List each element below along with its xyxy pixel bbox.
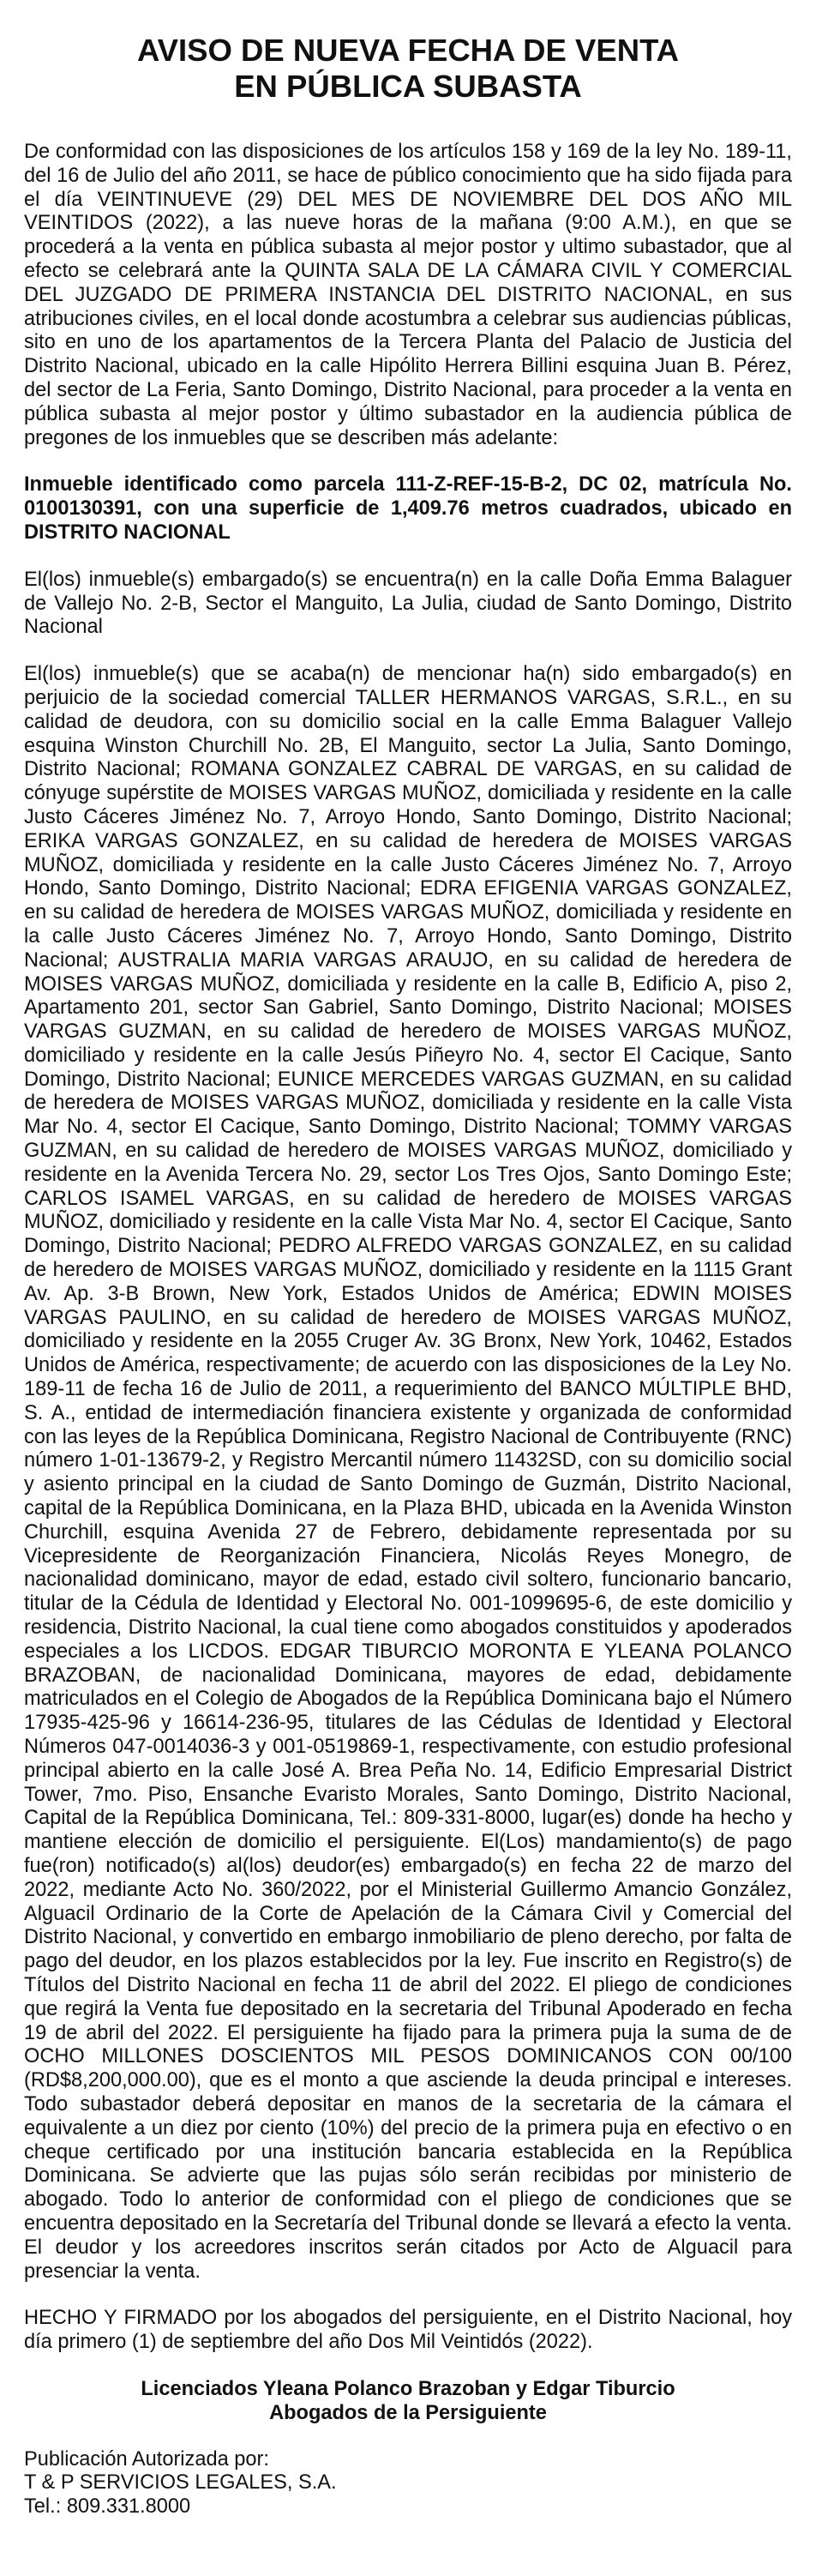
publication-phone: Tel.: 809.331.8000 xyxy=(24,2495,191,2519)
publication-company: T & P SERVICIOS LEGALES, S.A. xyxy=(24,2471,337,2495)
property-heading: Inmueble identificado como parcela 111-Z-REF-15-B-2, DC 02, matrícula No. 0100130391, con una superficie de 1,409.76 metros cuadrados, ubicado en DISTRITO NACIONAL xyxy=(24,473,792,544)
signed-paragraph: HECHO Y FIRMADO por los abogados del persiguiente, en el Distrito Nacional, hoy día primero (1) de septiembre del año Dos Mil Veintidós (2022). xyxy=(24,2307,792,2354)
notice-title-line1: AVISO DE NUEVA FECHA DE VENTA xyxy=(136,33,680,68)
signature-names: Licenciados Yleana Polanco Brazoban y Edgar Tiburcio xyxy=(141,2377,675,2400)
signature-block xyxy=(24,2378,792,2426)
seizure-details-paragraph: El(los) inmueble(s) que se acaba(n) de mencionar ha(n) sido embargado(s) en perjuicio de la sociedad comercial TALLER HERMANOS VARGAS, S.R.L., en su calidad de deudora, con su domicilio social en la calle Emma Balaguer Vallejo esquina Winston Churchill No. 2B, El Manguito, sector La Julia, Santo Domingo, Distrito Nacional; ROMANA GONZALEZ CABRAL DE VARGAS, en su calidad de cónyuge supérstite de MOISES VARGAS MUÑOZ, domiciliada y residente en la calle Justo Cáceres Jiménez No. 7, Arroyo Hondo, Santo Domingo, Distrito Nacional; ERIKA VARGAS GONZALEZ, en su calidad de heredera de MOISES VARGAS MUÑOZ, domiciliada y residente en la calle Justo Cáceres Jiménez No. 7, Arroyo Hondo, Santo Domingo, Distrito Nacional; EDRA EFIGENIA VARGAS GONZALEZ, en su calidad de heredera de MOISES VARGAS MUÑOZ, domiciliada y residente en la calle Justo Cáceres Jiménez No. 7, Arroyo Hondo, Santo Domingo, Distrito Nacional; AUSTRALIA MARIA VARGAS ARAUJO, en su calidad de heredera de MOISES VARGAS MUÑOZ, domiciliada y residente en la calle B, Edificio A, piso 2, Apartamento 201, sector San Gabriel, Santo Domingo, Distrito Nacional; MOISES VARGAS GUZMAN, en su calidad de heredero de MOISES VARGAS MUÑOZ, domiciliado y residente en la calle Jesús Piñeyro No. 4, sector El Cacique, Santo Domingo, Distrito Nacional; EUNICE MERCEDES VARGAS GUZMAN, en su calidad de heredera de MOISES VARGAS MUÑOZ, domiciliada y residente en la calle Vista Mar No. 4, sector El Cacique, Santo Domingo, Distrito Nacional; TOMMY VARGAS GUZMAN, en su calidad de heredero de MOISES VARGAS MUÑOZ, domiciliado y residente en la Avenida Tercera No. 29, sector Los Tres Ojos, Santo Domingo Este; CARLOS ISAMEL VARGAS, en su calidad de heredero de MOISES VARGAS MUÑOZ, domiciliado y residente en la calle Vista Mar No. 4, sector El Cacique, Santo Domingo, Distrito Nacional; PEDRO ALFREDO VARGAS GONZALEZ, en su calidad de heredero de MOISES VARGAS MUÑOZ, domiciliado y residente en la 1115 Grant Av. Ap. 3-B Brown, New York, Estados Unidos de América; EDWIN MOISES VARGAS PAULINO, en su calidad de heredero de MOISES VARGAS MUÑOZ, domiciliado y residente en la 2055 Cruger Av. 3G Bronx, New York, 10462, Estados Unidos de América, respectivamente; de acuerdo con las disposiciones de la Ley No. 189-11 de fecha 16 de Julio de 2011, a requerimiento del BANCO MÚLTIPLE BHD, S. A., entidad de intermediación financiera existente y organizada de conformidad con las leyes de la República Dominicana, Registro Nacional de Contribuyente (RNC) número 1-01-13679-2, y Registro Mercantil número 11432SD, con su domicilio social y asiento principal en la ciudad de Santo Domingo de Guzmán, Distrito Nacional, capital de la República Dominicana, en la Plaza BHD, ubicada en la Avenida Winston Churchill, esquina Avenida 27 de Febrero, debidamente representada por su Vicepresidente de Reorganización Financiera, Nicolás Reyes Monegro, de nacionalidad dominicano, mayor de edad, estado civil soltero, funcionario bancario, titular de la Cédula de Identidad y Electoral No. 001-1099695-6, de este domicilio y residencia, Distrito Nacional, la cual tiene como abogados constituidos y apoderados especiales a los LICDOS. EDGAR TIBURCIO MORONTA E YLEANA POLANCO BRAZOBAN, de nacionalidad Dominicana, mayores de edad, debidamente matriculados en el Colegio de Abogados de la República Dominicana bajo el Número 17935-425-96 y 16614-236-95, titulares de las Cédulas de Identidad y Electoral Números 047-0014036-3 y 001-0519869-1, respectivamente, con estudio profesional principal abierto en la calle José A. Brea Peña No. 14, Edificio Empresarial District Tower, 7mo. Piso, Ensanche Evaristo Morales, Santo Domingo, Distrito Nacional, Capital de la República Dominicana, Tel.: 809-331-8000, lugar(es) donde ha hecho y mantiene elección de domicilio el persiguiente. El(Los) mandamiento(s) de pago fue(ron) notificado(s) al(los) deudor(es) embargado(s) en fecha 22 de marzo del 2022, mediante Acto No. 360/2022, por el Ministerial Guillermo Amancio González, Alguacil Ordinario de la Corte de Apelación de la Cámara Civil y Comercial del Distrito Nacional, y convertido en embargo inmobiliario de pleno derecho, por falta de pago del deudor, en los plazos establecidos por la ley. Fue inscrito en Registro(s) de Títulos del Distrito Nacional en fecha 11 de abril del 2022. El pliego de condiciones que regirá la Venta fue depositado en la secretaria del Tribunal Apoderado en fecha 19 de abril del 2022. El persiguiente ha fijado para la primera puja la suma de de OCHO MILLONES DOSCIENTOS MIL PESOS DOMINICANOS CON 00/100 (RD$8,200,000.00), que es el monto a que asciende la deuda principal e intereses. Todo subastador deberá depositar en manos de la secretaria de la cámara el equivalente a un diez por ciento (10%) del precio de la primera puja en efectivo o en cheque certificado por una institución bancaria establecida en la República Dominicana. Se advierte que las pujas sólo serán recibidas por ministerio de abogado. Todo lo anterior de conformidad con el pliego de condiciones que se encuentra depositado en la Secretaría del Tribunal donde se llevará a efecto la venta. El deudor y los acreedores inscritos serán citados por Acto de Alguacil para presenciar la venta. xyxy=(24,663,792,2283)
publication-authorized-label: Publicación Autorizada por: xyxy=(24,2447,269,2471)
signature-role: Abogados de la Persiguiente xyxy=(269,2401,547,2424)
notice-title-line2: EN PÚBLICA SUBASTA xyxy=(234,69,582,104)
property-location-paragraph: El(los) inmueble(s) embargado(s) se encuentra(n) en la calle Doña Emma Balaguer de Vallejo No. 2-B, Sector el Manguito, La Julia, ciudad de Santo Domingo, Distrito Nacional xyxy=(24,568,792,639)
intro-paragraph: De conformidad con las disposiciones de los artículos 158 y 169 de la ley No. 189-11, del 16 de Julio del año 2011, se hace de público conocimiento que ha sido fijada para el día VEINTINUEVE (29) DEL MES DE NOVIEMBRE DEL DOS AÑO MIL VEINTIDOS (2022), a las nueve horas de la mañana (9:00 A.M.), en que se procederá a la venta en pública subasta al mejor postor y ultimo subastador, que al efecto se celebrará ante la QUINTA SALA DE LA CÁMARA CIVIL Y COMERCIAL DEL JUZGADO DE PRIMERA INSTANCIA DEL DISTRITO NACIONAL, en sus atribuciones civiles, en el local donde acostumbra a celebrar sus audiencias públicas, sito en uno de los apartamentos de la Tercera Planta del Palacio de Justicia del Distrito Nacional, ubicado en la calle Hipólito Herrera Billini esquina Juan B. Pérez, del sector de La Feria, Santo Domingo, Distrito Nacional, para proceder a la venta en pública subasta al mejor postor y último subastador en la audiencia pública de pregones de los inmuebles que se describen más adelante: xyxy=(24,141,792,449)
publication-block xyxy=(24,2448,792,2519)
notice-title xyxy=(24,33,792,105)
